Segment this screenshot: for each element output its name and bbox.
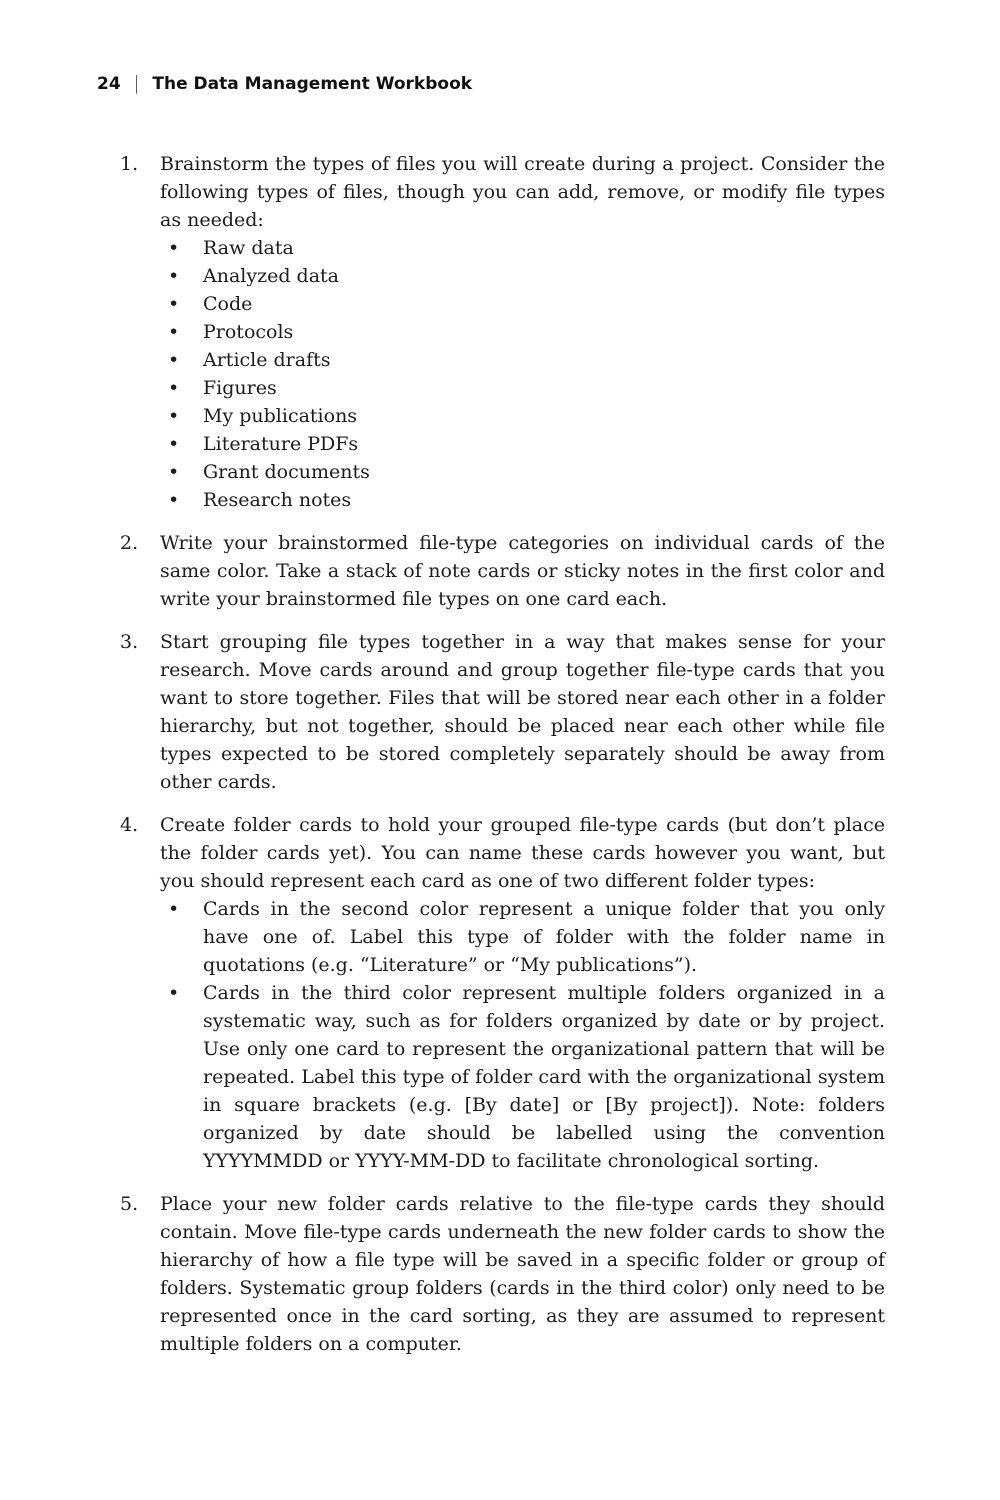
page-number: 24 xyxy=(97,74,121,94)
list-item-5 xyxy=(120,1190,885,1358)
bullet-icon: • xyxy=(168,237,180,259)
item-text: Start grouping file types together in a way that makes sense for your research. Move cards around and group together file-type cards that you want to store together. Files that will be stored near each other in a folder hierarchy, but not together, should be placed near each other while file types expected to be stored completely separately should be away from other cards. xyxy=(160,631,885,793)
item-text: Create folder cards to hold your grouped file-type cards (but don’t place the folder cards yet). You can name these cards however you want, but you should represent each card as one of two different folder types: xyxy=(160,814,885,892)
bullet-label: Raw data xyxy=(203,237,294,259)
item-number: 3. xyxy=(120,631,139,653)
bullet-label: Article drafts xyxy=(203,349,331,371)
bullet-item xyxy=(160,458,885,486)
bullet-icon: • xyxy=(168,898,180,920)
bullet-paragraph-text: Cards in the third color represent multiple folders organized in a systematic way, such as for folders organized by date or by project. Use only one card to represent the organizational pattern that will be repeated. Label this type of folder card with the organizational system in square brackets (e.g. [By date] or [By project]). Note: folders organized by date should be labelled using the convention YYYYMMDD or YYYY-MM-DD to facilitate chronological sorting. xyxy=(203,982,885,1172)
bullet-label: Analyzed data xyxy=(203,265,340,287)
bullet-icon: • xyxy=(168,265,180,287)
item-text: Write your brainstormed file-type categories on individual cards of the same color. Take a stack of note cards or sticky notes in the first color and write your brainstormed file types on one card each. xyxy=(160,532,885,610)
bullet-label: Figures xyxy=(203,377,277,399)
item-body xyxy=(160,1190,885,1358)
item-number: 1. xyxy=(120,153,139,175)
header-separator: | xyxy=(133,73,140,95)
bullet-item xyxy=(160,234,885,262)
bullet-icon: • xyxy=(168,405,180,427)
bullet-label: Code xyxy=(203,293,253,315)
bullet-icon: • xyxy=(168,433,180,455)
bullet-label: Grant documents xyxy=(203,461,370,483)
bullet-item xyxy=(160,346,885,374)
item-number: 2. xyxy=(120,532,139,554)
book-title: The Data Management Workbook xyxy=(152,74,473,94)
list-item-3 xyxy=(120,628,885,796)
bullet-item xyxy=(160,262,885,290)
bullet-label: Research notes xyxy=(203,489,352,511)
bullet-icon: • xyxy=(168,982,180,1004)
numbered-list xyxy=(120,150,885,1358)
bullet-paragraph xyxy=(203,979,885,1175)
bullet-icon: • xyxy=(168,461,180,483)
bullet-paragraph xyxy=(203,895,885,979)
bullet-item xyxy=(160,895,885,979)
page-header xyxy=(97,70,885,98)
bullet-item xyxy=(160,486,885,514)
list-item-1 xyxy=(120,150,885,514)
bullet-label: Literature PDFs xyxy=(203,433,359,455)
list-item-2 xyxy=(120,529,885,613)
item-body xyxy=(160,529,885,613)
bullet-label: My publications xyxy=(203,405,358,427)
list-item-4 xyxy=(120,811,885,1175)
item-number: 4. xyxy=(120,814,139,836)
item-number: 5. xyxy=(120,1193,139,1215)
bullet-list xyxy=(160,895,885,1175)
bullet-label: Protocols xyxy=(203,321,294,343)
bullet-item xyxy=(160,374,885,402)
item-text: Place your new folder cards relative to the file-type cards they should contain. Move file-type cards underneath the new folder cards to show the hierarchy of how a file type will be saved in a specific folder or group of folders. Systematic group folders (cards in the third color) only need to be represented once in the card sorting, as they are assumed to represent multiple folders on a computer. xyxy=(160,1193,885,1355)
bullet-list xyxy=(160,234,885,514)
bullet-item xyxy=(160,402,885,430)
bullet-icon: • xyxy=(168,293,180,315)
item-text: Brainstorm the types of files you will create during a project. Consider the following types of files, though you can add, remove, or modify file types as needed: xyxy=(160,153,885,231)
bullet-item xyxy=(160,430,885,458)
item-body xyxy=(160,628,885,796)
bullet-icon: • xyxy=(168,489,180,511)
bullet-item xyxy=(160,290,885,318)
bullet-icon: • xyxy=(168,377,180,399)
bullet-paragraph-text: Cards in the second color represent a unique folder that you only have one of. Label this type of folder with the folder name in quotations (e.g. “Literature” or “My publications”). xyxy=(203,898,885,976)
bullet-item xyxy=(160,318,885,346)
item-body xyxy=(160,811,885,1175)
bullet-icon: • xyxy=(168,349,180,371)
bullet-item xyxy=(160,979,885,1175)
bullet-icon: • xyxy=(168,321,180,343)
item-body xyxy=(160,150,885,514)
